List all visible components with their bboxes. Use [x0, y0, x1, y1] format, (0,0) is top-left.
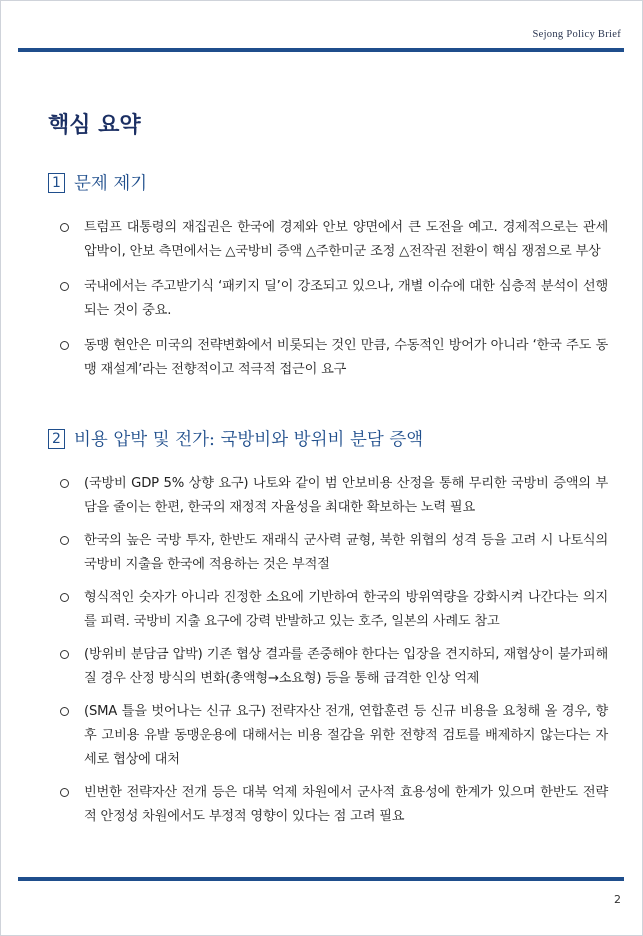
circle-bullet-icon [60, 707, 69, 716]
section-title: 비용 압박 및 전가: 국방비와 방위비 분담 증액 [74, 430, 424, 450]
bullet-text: 빈번한 전략자산 전개 등은 대북 억제 차원에서 군사적 효용성에 한계가 있으며 한반도 전략적 안정성 차원에서도 부정적 영향이 있다는 점 고려 필요 [84, 785, 608, 824]
bullet-text: 동맹 현안은 미국의 전략변화에서 비롯되는 것인 만큼, 수동적인 방어가 아니라 ‘한국 주도 동맹 재설계’라는 전향적이고 적극적 접근이 요구 [84, 338, 608, 377]
bullet-list [48, 472, 608, 829]
bullet-item [48, 529, 608, 577]
bullet-list [48, 216, 608, 382]
footer-rule [18, 877, 624, 881]
section-heading [48, 426, 608, 451]
header-rule [18, 48, 624, 52]
page-title: 핵심 요약 [48, 113, 141, 138]
circle-bullet-icon [60, 282, 69, 291]
circle-bullet-icon [60, 593, 69, 602]
bullet-item [48, 781, 608, 829]
bullet-text: (방위비 분담금 압박) 기존 협상 결과를 존중해야 한다는 입장을 견지하되, 재협상이 불가피해 질 경우 산정 방식의 변화(총액형→소요형) 등을 통해 급격한 인상 억제 [84, 647, 608, 686]
bullet-text: (국방비 GDP 5% 상향 요구) 나토와 같이 범 안보비용 산정을 통해 무리한 국방비 증액의 부담을 줄이는 한편, 한국의 재정적 자율성을 최대한 확보하는 노력 필요 [84, 476, 608, 515]
section-number-box: 1 [48, 173, 65, 193]
bullet-text: 한국의 높은 국방 투자, 한반도 재래식 군사력 균형, 북한 위협의 성격 등을 고려 시 나토식의 국방비 지출을 한국에 적용하는 것은 부적절 [84, 533, 608, 572]
bullet-item [48, 472, 608, 520]
bullet-item [48, 643, 608, 691]
bullet-text: 국내에서는 주고받기식 ‘패키지 딜’이 강조되고 있으나, 개별 이슈에 대한 심층적 분석이 선행되는 것이 중요. [84, 279, 608, 318]
section-heading [48, 170, 608, 195]
bullet-item [48, 700, 608, 772]
bullet-item [48, 216, 608, 264]
section-title: 문제 제기 [74, 174, 148, 194]
bullet-text: 형식적인 숫자가 아니라 진정한 소요에 기반하여 한국의 방위역량을 강화시켜 나간다는 의지를 피력. 국방비 지출 요구에 강력 반발하고 있는 호주, 일본의 사례도 참고 [84, 590, 608, 629]
bullet-item [48, 586, 608, 634]
bullet-item [48, 334, 608, 382]
circle-bullet-icon [60, 650, 69, 659]
page-number: 2 [614, 893, 621, 906]
circle-bullet-icon [60, 223, 69, 232]
section-cost-pressure [48, 426, 608, 829]
section-number-box: 2 [48, 429, 65, 449]
circle-bullet-icon [60, 479, 69, 488]
bullet-text: 트럼프 대통령의 재집권은 한국에 경제와 안보 양면에서 큰 도전을 예고. 경제적으로는 관세 압박이, 안보 측면에서는 △국방비 증액 △주한미군 조정 △전작권 전환이 핵심 쟁점으로 부상 [84, 220, 608, 259]
bullet-item [48, 275, 608, 323]
circle-bullet-icon [60, 341, 69, 350]
header-brand: Sejong Policy Brief [532, 29, 621, 40]
section-problem [48, 170, 608, 382]
circle-bullet-icon [60, 788, 69, 797]
circle-bullet-icon [60, 536, 69, 545]
bullet-text: (SMA 틀을 벗어나는 신규 요구) 전략자산 전개, 연합훈련 등 신규 비용을 요청해 올 경우, 향후 고비용 유발 동맹운용에 대해서는 비용 절감을 위한 전향적 검토를 배제하지 않는다는 자세로 협상에 대처 [84, 704, 608, 767]
